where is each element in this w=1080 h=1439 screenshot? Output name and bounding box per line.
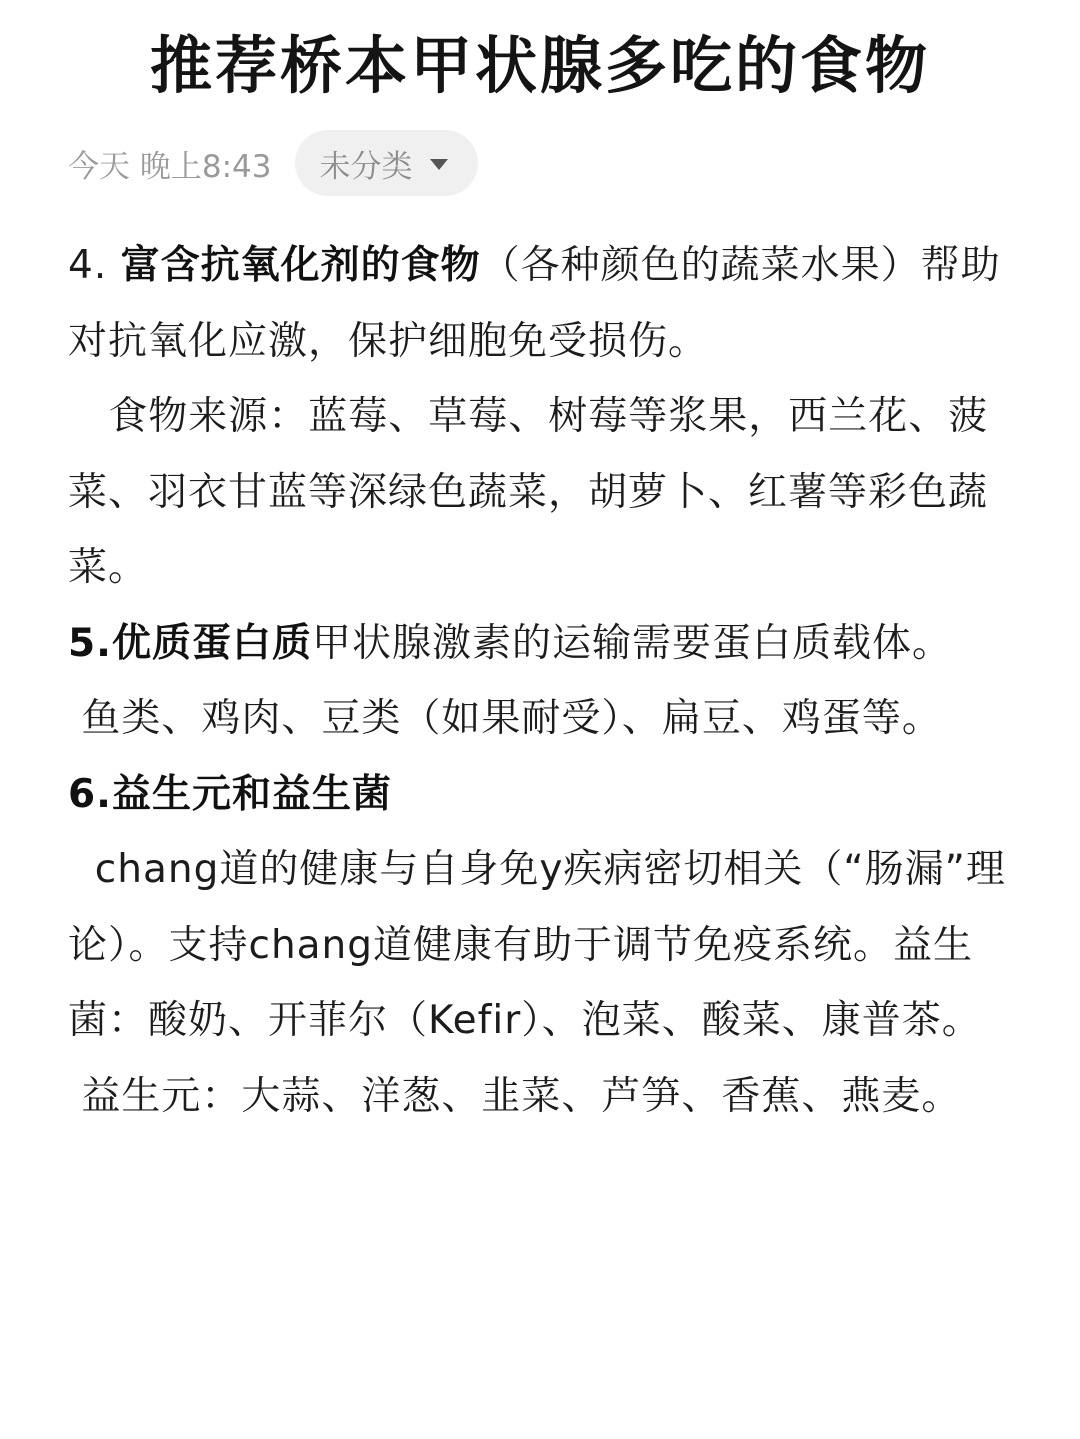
note-title[interactable]: 推荐桥本甲状腺多吃的食物	[149, 29, 930, 102]
note-body[interactable]	[68, 228, 1018, 1134]
paragraph-protein-sources: 鱼类、鸡肉、豆类（如果耐受）、扁豆、鸡蛋等。	[68, 696, 942, 741]
category-label: 未分类	[319, 148, 413, 185]
paragraph-probiotics: chang道的健康与自身免y疾病密切相关（“肠漏”理论）。支持chang道健康有助于调节免疫系统。益生菌：酸奶、开菲尔（Kefir）、泡菜、酸菜、康普茶。	[68, 847, 1006, 1043]
paragraph-protein	[68, 606, 1018, 682]
section-title-probiotics: 6.益生元和益生菌	[68, 771, 392, 817]
paragraph-prebiotics: 益生元：大蒜、洋葱、韭菜、芦笋、香蕉、燕麦。	[68, 1073, 962, 1119]
note-timestamp: 今天 晚上8:43	[68, 148, 272, 185]
section-title-protein: 5.优质蛋白质	[68, 620, 312, 666]
paragraph-antioxidant-sources: 食物来源：蓝莓、草莓、树莓等浆果，西兰花、菠菜、羽衣甘蓝等深绿色蔬菜，胡萝卜、红薯等彩色蔬菜。	[68, 394, 989, 590]
section-text-protein: 甲状腺激素的运输需要蛋白质载体。	[311, 620, 952, 666]
section-title-antioxidants: 富含抗氧化剂的食物	[120, 243, 481, 288]
section-number: 4.	[68, 243, 121, 288]
category-selector-button[interactable]	[295, 130, 478, 196]
section-text-antioxidants: （各种颜色的蔬菜水果）帮助对抗氧化应激，保护细胞免受损伤。	[68, 243, 1001, 364]
chevron-down-icon	[430, 159, 448, 170]
note-meta-bar	[68, 130, 478, 196]
paragraph-antioxidants	[68, 228, 1018, 379]
